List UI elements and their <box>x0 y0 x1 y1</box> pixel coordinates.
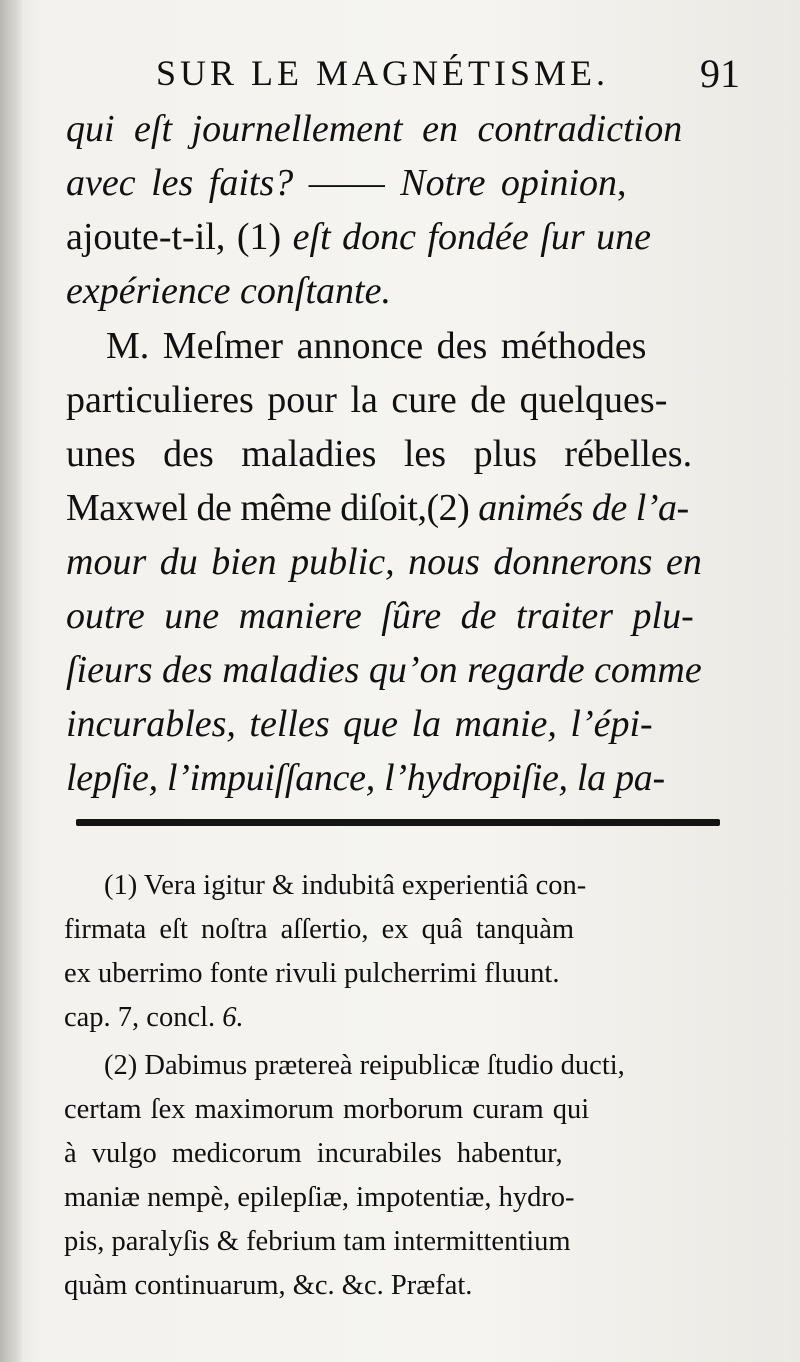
body-line: M. Meſmer annonce des méthodes <box>106 325 647 367</box>
footnote-line: firmata eſt noſtra aſſertio, ex quâ tanquàm <box>64 914 575 945</box>
body-line: mour du bien public, nous donnerons en <box>66 541 702 583</box>
running-head-title: SUR LE MAGNÉTISME. <box>156 53 610 93</box>
footnote-line: ex uberrimo fonte rivuli pulcherrimi fluunt. <box>64 958 560 989</box>
footnote-line: (2) Dabimus prætereà reipublicæ ſtudio ducti, <box>104 1050 625 1081</box>
footnote-line: cap. 7, concl. 6. <box>64 1002 244 1033</box>
body-line: unes des maladies les plus rébelles. <box>66 433 693 475</box>
footnote-line: (1) Vera igitur & indubitâ experientiâ con- <box>104 870 587 901</box>
footnote-line: maniæ nempè, epilepſiæ, impotentiæ, hydro- <box>64 1182 575 1213</box>
running-head <box>140 52 740 98</box>
body-line: Maxwel de même diſoit,(2) animés de l’a- <box>66 487 689 529</box>
body-line: avec les faits? —— Notre opinion, <box>66 162 627 204</box>
body-line: expérience conſtante. <box>66 270 391 312</box>
body-line: incurables, telles que la manie, l’épi- <box>66 703 653 745</box>
footnote-line: quàm continuarum, &c. &c. Præfat. <box>64 1270 473 1301</box>
page-number: 91 <box>700 51 740 96</box>
footnote-line: certam ſex maximorum morborum curam qui <box>64 1094 590 1125</box>
body-line: qui eſt journellement en contradiction <box>66 108 683 150</box>
body-line: ſieurs des maladies qu’on regarde comme <box>66 649 702 691</box>
body-line: particulieres pour la cure de quelques- <box>66 379 668 421</box>
body-line: ajoute-t-il, (1) eſt donc fondée ſur une <box>66 216 651 258</box>
page-edge-shadow <box>0 0 22 1362</box>
footnote-line: pis, paralyſis & febrium tam intermittentium <box>64 1226 571 1257</box>
footnote-line: à vulgo medicorum incurabiles habentur, <box>64 1138 563 1169</box>
body-line: outre une maniere ſûre de traiter plu- <box>66 595 694 637</box>
footnote-rule <box>76 819 720 826</box>
body-line: lepſie, l’impuiſſance, l’hydropiſie, la pa- <box>66 757 665 799</box>
